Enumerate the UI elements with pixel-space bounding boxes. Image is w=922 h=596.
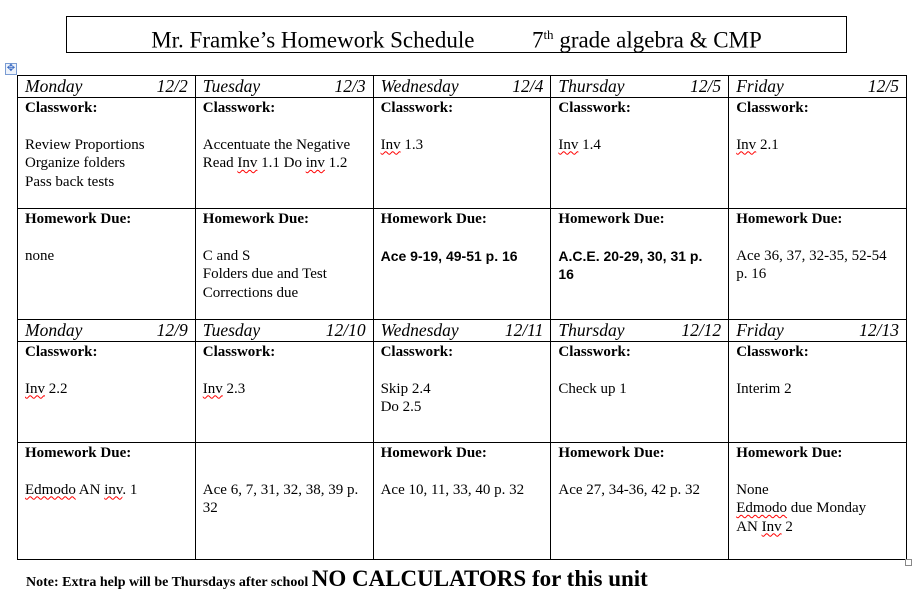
day-date: 12/4 [512,76,544,96]
classwork-cell [195,98,373,209]
classwork-item: Accentuate the Negative [202,136,351,153]
day-name: Thursday [558,76,625,96]
day-header [18,76,196,98]
classwork-cell [729,342,907,443]
classwork-item: Inv 1.3 [380,136,424,153]
classwork-label: Classwork: [558,100,631,116]
classwork-label: Classwork: [380,100,454,116]
homework-label: Homework Due: [736,211,843,227]
day-name: Tuesday [202,320,261,340]
classwork-label: Classwork: [380,344,454,360]
classwork-item: Read Inv 1.1 Do inv 1.2 [202,155,348,171]
day-name: Thursday [558,320,625,340]
classwork-cell [373,98,551,209]
footer-note [26,566,648,592]
note-text: Note: Extra help will be Thursdays after school [26,575,312,590]
classwork-label: Classwork: [202,344,276,360]
day-header [551,76,729,98]
classwork-item: Check up 1 [558,380,627,397]
grade-text: grade algebra & CMP [559,27,762,53]
day-date: 12/3 [334,76,366,96]
homework-item: Ace 6, 7, 31, 32, 38, 39 p. 32 [202,481,359,516]
table-resize-handle[interactable] [905,559,912,566]
classwork-item: Inv 2.1 [736,136,779,153]
homework-item: A.C.E. 20-29, 30, 31 p. 16 [558,247,703,282]
homework-row [18,443,907,560]
homework-label: Homework Due: [25,211,132,227]
day-name: Wednesday [380,76,459,96]
homework-label: Homework Due: [380,445,487,461]
note-emphasis: NO CALCULATORS for this unit [311,566,648,591]
day-header [195,76,373,98]
homework-item: C and S [202,247,251,264]
day-header [551,320,729,342]
homework-item: Ace 27, 34-36, 42 p. 32 [558,481,701,498]
grade-suffix: th [543,27,554,42]
homework-row [18,209,907,320]
day-name: Tuesday [202,76,261,96]
table-move-handle-icon[interactable]: ✥ [6,63,16,74]
classwork-cell [551,342,729,443]
day-date: 12/12 [681,320,722,340]
classwork-item: Interim 2 [736,380,792,397]
classwork-cell [373,342,551,443]
classwork-cell [18,98,196,209]
classwork-label: Classwork: [558,344,631,360]
homework-label: Homework Due: [202,211,310,227]
title-text: Mr. Framke’s Homework Schedule [151,27,475,53]
day-header [18,320,196,342]
classwork-label: Classwork: [202,100,276,116]
classwork-item: Inv 2.3 [202,380,246,397]
classwork-cell [551,98,729,209]
homework-item: Ace 9-19, 49-51 p. 16 [380,247,518,264]
day-date: 12/10 [325,320,366,340]
homework-cell [729,209,907,320]
homework-label: Homework Due: [558,211,665,227]
homework-cell [373,443,551,560]
classwork-item: Inv 2.2 [25,380,68,397]
classwork-label: Classwork: [736,100,809,116]
homework-cell [195,443,373,560]
homework-label: Homework Due: [25,445,132,461]
classwork-cell [195,342,373,443]
classwork-row [18,342,907,443]
classwork-item: Organize folders [25,155,126,171]
day-name: Friday [736,320,784,340]
classwork-item: Inv 1.4 [558,136,601,153]
homework-cell [18,209,196,320]
homework-label [203,444,366,463]
day-date: 12/5 [867,76,899,96]
classwork-cell [18,342,196,443]
day-name: Friday [736,76,784,96]
classwork-row [18,98,907,209]
day-name: Monday [25,76,83,96]
classwork-label: Classwork: [25,100,98,116]
homework-item: none [25,247,55,264]
homework-label: Homework Due: [380,211,487,227]
grade-number: 7 [531,27,544,53]
homework-item: Ace 10, 11, 33, 40 p. 32 [380,481,525,498]
day-date: 12/13 [859,320,899,340]
day-header [195,320,373,342]
homework-label: Homework Due: [558,445,665,461]
homework-item: None [736,481,769,498]
homework-label: Homework Due: [736,445,843,461]
day-header [373,320,551,342]
day-header-row [18,320,907,342]
homework-item: Edmodo due Monday [736,500,867,516]
day-name: Wednesday [380,320,459,340]
classwork-item: Skip 2.4 [380,380,431,397]
day-header [373,76,551,98]
homework-cell [729,443,907,560]
classwork-label: Classwork: [736,344,809,360]
day-date: 12/5 [690,76,722,96]
classwork-item: Pass back tests [25,173,115,190]
day-date: 12/9 [156,320,188,340]
homework-item: Folders due and Test [202,266,327,282]
classwork-cell [729,98,907,209]
day-header-row [18,76,907,98]
day-name: Monday [25,320,83,340]
homework-item: Edmodo AN inv. 1 [25,481,138,498]
homework-cell [18,443,196,560]
homework-cell [373,209,551,320]
day-date: 12/11 [504,320,544,340]
homework-item: AN Inv 2 [736,518,793,535]
classwork-label: Classwork: [25,344,98,360]
day-header [729,76,907,98]
homework-cell [551,443,729,560]
homework-cell [195,209,373,320]
day-date: 12/2 [156,76,188,96]
homework-cell [551,209,729,320]
classwork-item: Do 2.5 [380,399,422,415]
document-title [66,16,847,53]
homework-item: Corrections due [202,284,299,301]
homework-item: Ace 36, 37, 32-35, 52-54 p. 16 [736,247,887,282]
day-header [729,320,907,342]
classwork-item: Review Proportions [25,136,145,153]
schedule-table [17,75,907,560]
